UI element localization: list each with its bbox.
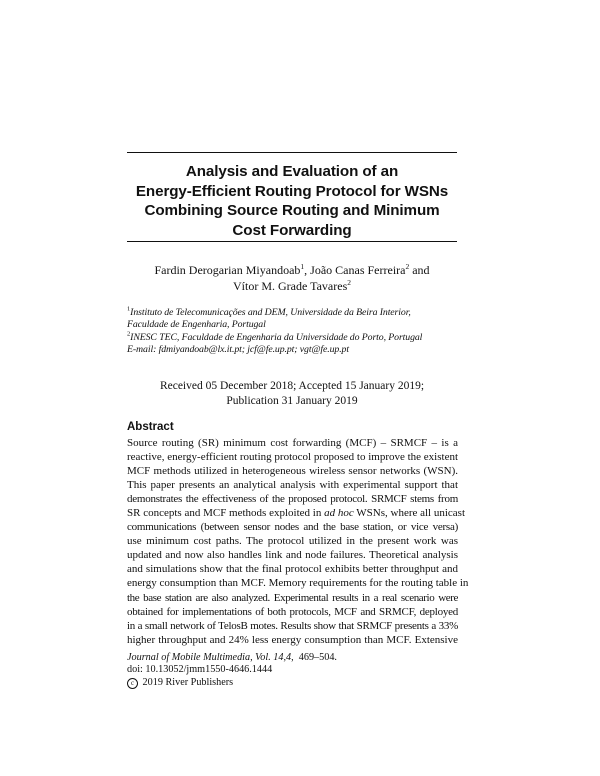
abstract-line: updated and now also handles link and node failures. Theoretical analysis — [127, 549, 458, 562]
affiliation-text: Faculdade de Engenharia, Portugal — [127, 319, 266, 331]
abstract-line: use minimum cost paths. The protocol utilized in the present work was — [127, 535, 458, 548]
abstract-line: obtained for implementations of both protocols, MCF and SRMCF, deployed — [127, 605, 458, 618]
abstract-line: This paper presents an analytical analysis with experimental support that — [127, 479, 458, 492]
journal-pages: 469–504. — [298, 652, 337, 663]
author-separator: , — [304, 263, 311, 277]
author-name: Fardin Derogarian Miyandoab — [154, 263, 301, 277]
affiliation-text: INESC TEC, Faculdade de Engenharia da Universidade do Porto, Portugal — [130, 331, 423, 343]
journal-footer — [127, 652, 457, 689]
affiliation-mark: 2 — [127, 330, 131, 338]
abstract-line: in a small network of TelosB motes. Results show that SRMCF presents a 33% — [127, 619, 458, 632]
author-name: Vítor M. Grade Tavares — [233, 279, 348, 293]
email-addresses: E-mail: fdmiyandoab@lx.it.pt; jcf@fe.up.pt; vgt@fe.up.pt — [127, 343, 349, 355]
author-list — [127, 262, 457, 294]
journal-name: Journal of Mobile Multimedia, Vol. 14,4, — [127, 652, 294, 663]
journal-citation — [127, 652, 457, 664]
affiliation-line — [127, 332, 467, 344]
abstract-line: MCF methods utilized in heterogeneous wireless sensor networks (WSN). — [127, 465, 458, 478]
publication-dates — [127, 379, 457, 408]
author-affiliation-mark: 1 — [300, 262, 305, 271]
abstract-line: demonstrates the effectiveness of the proposed protocol. SRMCF stems from — [127, 493, 458, 506]
bottom-rule — [127, 241, 457, 242]
copyright-text: 2019 River Publishers — [142, 676, 234, 688]
abstract-line: SR concepts and MCF methods exploited in ad hoc WSNs, where all unicast — [127, 507, 466, 520]
title-line: Combining Source Routing and Minimum — [144, 202, 440, 219]
abstract-heading: Abstract — [127, 421, 174, 433]
email-line — [127, 344, 467, 356]
author-affiliation-mark: 2 — [405, 262, 410, 271]
abstract-line: energy consumption than MCF. Memory requirements for the routing table in — [127, 577, 469, 590]
abstract-line: the base station are also analyzed. Experimental results in a real scenario were — [127, 591, 458, 604]
affiliation-line — [127, 319, 467, 331]
abstract-line: reactive, energy-efficient routing protocol proposed to improve the existent — [127, 451, 459, 464]
affiliation-line — [127, 307, 467, 319]
copyright-icon: c — [127, 678, 138, 689]
paper-title — [127, 162, 457, 240]
top-rule — [127, 152, 457, 153]
author-separator: and — [409, 263, 430, 277]
abstract-line: higher throughput and 24% less energy consumption than MCF. Extensive — [127, 633, 458, 646]
doi: doi: 10.13052/jmm1550-4646.1444 — [127, 664, 273, 676]
copyright-line — [127, 677, 457, 689]
abstract-line: and simulations show that the final protocol exhibits better throughput and — [127, 563, 458, 576]
affiliation-mark: 1 — [127, 305, 131, 313]
title-line: Cost Forwarding — [232, 221, 352, 239]
author-affiliation-mark: 2 — [347, 278, 351, 287]
affiliation-text: Instituto de Telecomunicações and DEM, Universidade da Beira Interior, — [130, 307, 411, 318]
received-accepted-date: Received 05 December 2018; Accepted 15 January 2019; — [159, 380, 425, 392]
emphasis: ad hoc — [324, 507, 354, 520]
affiliations — [127, 307, 467, 356]
author-name: João Canas Ferreira — [310, 263, 406, 277]
abstract-body — [127, 436, 469, 647]
publication-date: Publication 31 January 2019 — [226, 394, 358, 407]
title-line: Analysis and Evaluation of an — [185, 163, 399, 180]
title-line: Energy-Efficient Routing Protocol for WSNs — [135, 182, 449, 200]
abstract-line: communications (between sensor nodes and the base station, or vice versa) — [127, 521, 458, 534]
abstract-line: Source routing (SR) minimum cost forwarding (MCF) – SRMCF – is a — [127, 437, 458, 449]
